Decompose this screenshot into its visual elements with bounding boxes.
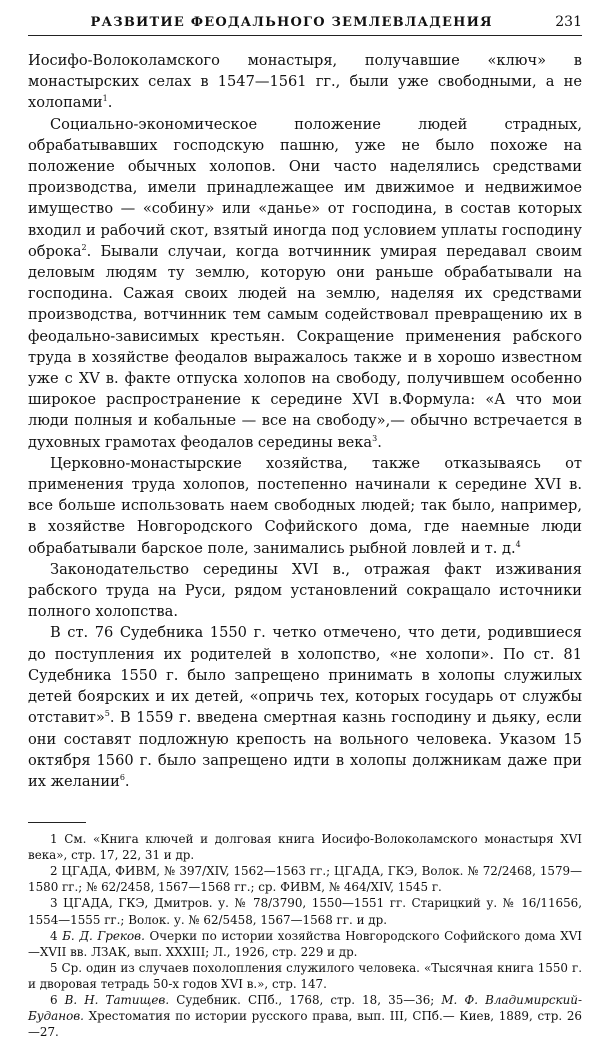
text-run: Церковно-монастырские хозяйства, также отказываясь от применения труда холопов, постепенно начинали к середине XVI в. все больше использовать наем свободных людей; так было, например, в хозяйстве Новгородского Софийского дома, где наемные люди обрабатывали барское поле, занимались рыбной ловлей и т. д. [28,454,582,557]
text-run: . [124,772,130,790]
text-run: . [377,433,382,451]
paragraph [28,622,582,792]
footnote [28,928,582,960]
footnote-ref: 5 [104,709,110,719]
author-name: В. Н. Татищев. [64,993,170,1008]
paragraph [28,453,582,559]
text-run: 2 ЦГАДА, ФИВМ, № 397/XIV, 1562—1563 гг.; ЦГАДА, ГКЭ, Волок. № 72/2468, 1579—1580 гг.; № 62/2458, 1567—1568 гг.; ср. ФИВМ, № 464/XIV, 1545 г. [28,864,582,895]
text-run: . [107,94,113,112]
text-run: В ст. 76 Судебника 1550 г. четко отмечено, что дети, родившиеся до поступления их родителей в холопство, «не холопи». По ст. 81 Судебника 1550 г. было запрещено принимать в холопы служилых детей боярских и их детей, «опричь тех, которых государь от службы отставит» [28,624,582,727]
text-run: 4 [50,928,63,943]
footnotes [28,831,582,1040]
text-run: Законодательство середины XVI в., отражая факт изживания рабского труда на Руси, рядом установлений сокращало источники полного холопства. [28,560,582,621]
paragraph [28,114,582,453]
footnote-ref: 6 [119,773,125,783]
text-run: 5 Ср. один из случаев похолопления служилого человека. «Тысячная книга 1550 г. и дворовая тетрадь 50-х годов XVI в.», стр. 147. [28,960,582,991]
text-run: 1 См. «Книга ключей и долговая книга Иосифо-Волоколамского монастыря XVI века», стр. 17, 22, 31 и др. [28,832,582,863]
footnote [28,992,582,1040]
text-run: 3 ЦГАДА, ГКЭ, Дмитров. у. № 78/3790, 1550—1551 гг. Старицкий у. № 16/11656, 1554—1555 гг.; Волок. у. № 62/5458, 1567—1568 гг. и др. [28,896,582,927]
text-run: Судебник. СПб., 1768, стр. 18, 35—36; [169,993,442,1008]
footnote-ref: 1 [102,94,108,104]
running-title: РАЗВИТИЕ ФЕОДАЛЬНОГО ЗЕМЛЕВЛАДЕНИЯ [90,15,493,30]
text-run: 6 [50,993,65,1008]
footnote-divider [28,822,86,823]
text-run: Хрестоматия по истории русского права, вып. III, СПб.— Киев, 1889, стр. 26—27. [28,1009,582,1040]
paragraph [28,559,582,623]
text-run: Иосифо-Волоколамского монастыря, получавшие «ключ» в монастырских селах в 1547—1561 гг., были уже свободными, а не холопами [28,52,582,112]
page-header [28,14,582,36]
main-text [28,50,582,792]
footnote [28,895,582,927]
footnote [28,960,582,992]
text-run: . Бывали случаи, когда вотчинник умирая передавал своим деловым людям ту землю, которую они раньше обрабатывали на господина. Сажая своих людей на землю, наделяя их средствами производства, вотчинник тем самым содействовал превращению их в феодально-зависимых крестьян. Сокращение применения рабского труда в хозяйстве феодалов выражалось также и в хорошо известном уже с XV в. факте отпуска холопов на свободу, получившем особенно широкое распространение к середине XVI в.Формула: «А что мои люди полныя и кобальные — все на свободу»,— обычно встречается в духовных грамотах феодалов середины века [28,242,582,451]
page-number: 231 [555,14,582,30]
author-name: М. Ф. Владимирский-Буданов. [28,993,582,1024]
text-run: Очерки по истории хозяйства Новгородского Софийского дома XVI—XVII вв. ЛЗАК, вып. XXXIII; Л., 1926, стр. 229 и др. [28,928,582,959]
text-run: Социально-экономическое положение людей страдных, обрабатывавших господскую пашню, уже не было похоже на положение обычных холопов. Они часто наделялись средствами производства, имели принадлежащее им движимое и недвижимое имущество — «собину» или «данье» от господина, в состав которых входил и рабочий скот, взятый иногда под условием уплаты господину оброка [28,115,582,260]
footnote [28,863,582,895]
footnote [28,831,582,863]
footnote-ref: 2 [81,242,87,252]
paragraph [28,50,582,114]
text-run: . В 1559 г. введена смертная казнь господину и дьяку, если они составят подложную крепость на вольного человека. Указом 15 октября 1560 г. было запрещено идти в холопы должникам даже при их желании [28,709,582,790]
footnote-ref: 4 [515,539,521,549]
footnote-ref: 3 [372,433,378,443]
author-name: Б. Д. Греков. [62,928,145,943]
